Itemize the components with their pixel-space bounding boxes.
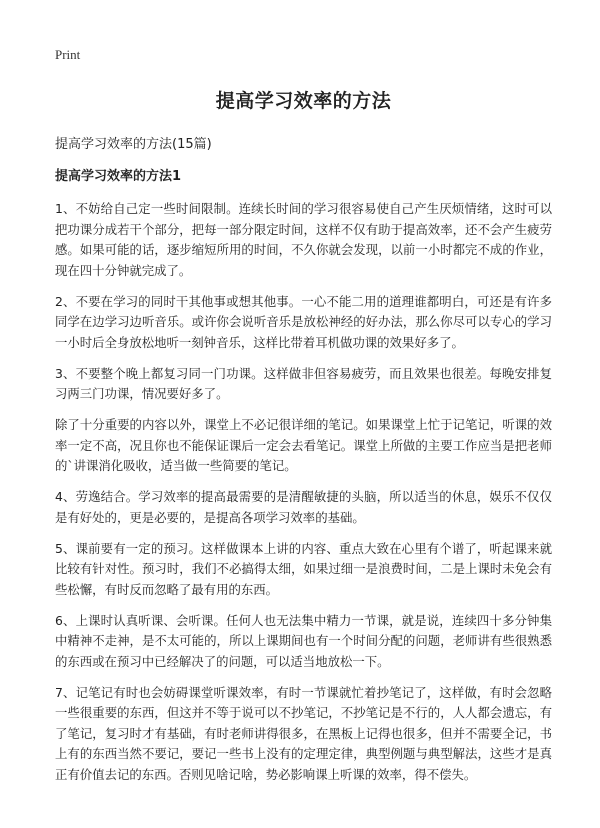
document-subtitle: 提高学习效率的方法(15篇): [55, 137, 212, 152]
paragraph-3: 3、不要整个晚上都复习同一门功课。这样做非但容易疲劳，而且效果也很差。每晚安排复习两三门功课，情况要好多了。: [55, 365, 552, 401]
section-heading: 提高学习效率的方法1: [55, 169, 182, 184]
print-link[interactable]: Print: [55, 47, 81, 62]
paragraph-5: 5、课前要有一定的预习。这样做课本上讲的内容、重点大致在心里有个谱了，听起课来就比较有针对性。预习时，我们不必搞得太细，如果过细一是浪费时间，二是上课时未免会有些松懈，有时反而忽略了最有用的东西。: [55, 540, 552, 597]
paragraph-2: 2、不要在学习的同时干其他事或想其他事。一心不能二用的道理谁都明白，可还是有许多同学在边学习边听音乐。或许你会说听音乐是放松神经的好办法，那么你尽可以专心的学习一小时后全身放松地听一刻钟音乐，这样比带着耳机做功课的效果好多了。: [55, 293, 552, 350]
page-title: 提高学习效率的方法: [215, 90, 392, 112]
paragraph-7: 7、记笔记有时也会妨碍课堂听课效率，有时一节课就忙着抄笔记了，这样做，有时会忽略一些很重要的东西，但这并不等于说可以不抄笔记，不抄笔记是不行的，人人都会遗忘，有了笔记，复习时才有基础，有时老师讲得很多，在黑板上记得也很多，但并不需要全记，书上有的东西当然不要记，要记一些书上没有的定理定律，典型例题与典型解法，这些才是真正有价值去记的东西。否则见啥记啥，势必影响课上听课的效率，得不偿失。: [55, 684, 552, 782]
paragraph-4: 4、劳逸结合。学习效率的提高最需要的是清醒敏捷的头脑，所以适当的休息，娱乐不仅仅是有好处的，更是必要的，是提高各项学习效率的基础。: [55, 489, 552, 525]
paragraph-6: 6、上课时认真听课、会听课。任何人也无法集中精力一节课，就是说，连续四十多分钟集中精神不走神，是不太可能的，所以上课期间也有一个时间分配的问题，老师讲有些很熟悉的东西或在预习中已经解决了的问题，可以适当地放松一下。: [55, 612, 552, 669]
paragraph-1: 1、不妨给自己定一些时间限制。连续长时间的学习很容易使自己产生厌烦情绪，这时可以把功课分成若干个部分，把每一部分限定时间，这样不仅有助于提高效率，还不会产生疲劳感。如果可能的话，逐步缩短所用的时间，不久你就会发现，以前一小时都完不成的作业，现在四十分钟就完成了。: [55, 201, 552, 278]
paragraph-notes: 除了十分重要的内容以外，课堂上不必记很详细的笔记。如果课堂上忙于记笔记，听课的效率一定不高，况且你也不能保证课后一定会去看笔记。课堂上所做的主要工作应当是把老师的`讲课消化吸收，适当做一些简要的笔记。: [55, 417, 552, 473]
